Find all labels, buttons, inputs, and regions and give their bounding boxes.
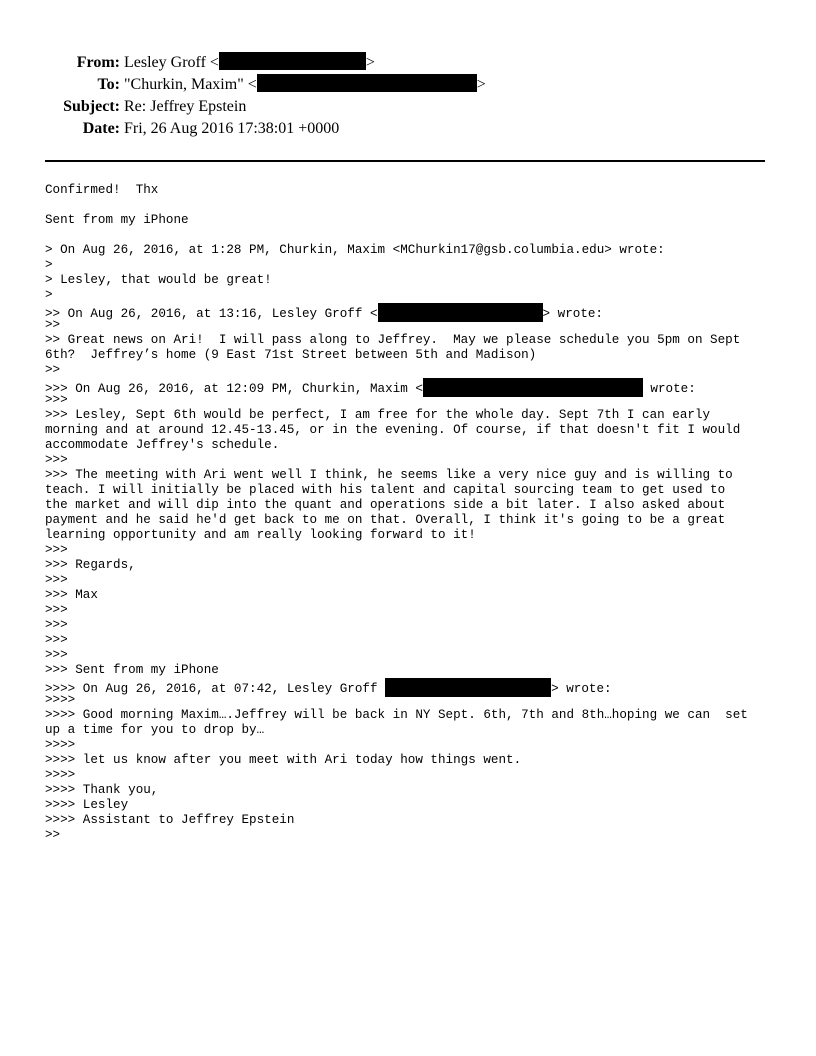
- from-close: >: [365, 54, 375, 71]
- quote-text: >> On Aug 26, 2016, at 13:16, Lesley Groff <: [45, 307, 378, 321]
- body-line: >>>>: [45, 738, 76, 752]
- body-line: morning and at around 12.45-13.45, or in the evening. Of course, if that doesn't fit I would: [45, 423, 741, 437]
- from-label: From:: [76, 54, 120, 71]
- body-line: payment and he said he'd get back to me on that. Overall, I think it's going to be a great: [45, 513, 726, 527]
- subject-label: Subject:: [63, 98, 120, 115]
- body-line: >> Great news on Ari! I will pass along to Jeffrey. May we please schedule you 5pm on Sept: [45, 333, 741, 347]
- to-row: [0, 74, 816, 96]
- body-line: [45, 378, 785, 396]
- body-line: Sent from my iPhone: [45, 213, 189, 227]
- email-header: [0, 52, 816, 140]
- body-line: >>: [45, 828, 61, 842]
- body-line: >>>> Assistant to Jeffrey Epstein: [45, 813, 295, 827]
- body-line: >>> Sent from my iPhone: [45, 663, 219, 677]
- body-line: > On Aug 26, 2016, at 1:28 PM, Churkin, Maxim <MChurkin17@gsb.columbia.edu> wrote:: [45, 243, 665, 257]
- redaction-block: [257, 74, 477, 92]
- body-line: Confirmed! Thx: [45, 183, 159, 197]
- body-line: >>>> Good morning Maxim….Jeffrey will be back in NY Sept. 6th, 7th and 8th…hoping we can set: [45, 708, 748, 722]
- body-line: >>>: [45, 648, 68, 662]
- body-line: up a time for you to drop by…: [45, 723, 265, 737]
- body-line: >: [45, 288, 53, 302]
- body-line: 6th? Jeffrey’s home (9 East 71st Street between 5th and Madison): [45, 348, 537, 362]
- from-value: [124, 52, 375, 74]
- body-line: >>>: [45, 633, 68, 647]
- from-name: Lesley Groff <: [124, 54, 219, 71]
- email-body: [45, 183, 785, 843]
- body-line: [45, 303, 785, 321]
- redaction-block: [378, 303, 543, 322]
- from-row: [0, 52, 816, 74]
- body-line: >>: [45, 363, 61, 377]
- body-line: >>: [45, 318, 61, 332]
- redaction-block: [385, 678, 551, 697]
- body-line: >>> Regards,: [45, 558, 136, 572]
- body-line: >>>> let us know after you meet with Ari today how things went.: [45, 753, 522, 767]
- body-line: >>>: [45, 603, 68, 617]
- body-line: >>> Lesley, Sept 6th would be perfect, I am free for the whole day. Sept 7th I can early: [45, 408, 711, 422]
- redaction-block: [423, 378, 643, 397]
- date-value: Fri, 26 Aug 2016 17:38:01 +0000: [124, 120, 340, 137]
- to-value: [124, 74, 486, 96]
- body-line: >>>>: [45, 768, 76, 782]
- body-line: >>>: [45, 453, 68, 467]
- subject-value: Re: Jeffrey Epstein: [124, 98, 247, 115]
- header-divider: [45, 160, 765, 162]
- body-line: >>>: [45, 543, 68, 557]
- body-line: >>>: [45, 618, 68, 632]
- quote-text: >>>> On Aug 26, 2016, at 07:42, Lesley Groff: [45, 682, 386, 696]
- quote-text: wrote:: [642, 382, 696, 396]
- to-close: >: [476, 76, 486, 93]
- body-line: >>>>: [45, 693, 76, 707]
- body-line: learning opportunity and am really looking forward to it!: [45, 528, 476, 542]
- quote-text: > wrote:: [542, 307, 603, 321]
- body-line: teach. I will initially be placed with his talent and capital sourcing team to get used to: [45, 483, 726, 497]
- body-line: >>> The meeting with Ari went well I think, he seems like a very nice guy and is willing to: [45, 468, 733, 482]
- body-line: the market and will dip into the quant and operations side a bit later. I also asked about: [45, 498, 726, 512]
- body-line: >: [45, 258, 53, 272]
- body-line: >>>: [45, 393, 68, 407]
- blank-line: [45, 198, 785, 213]
- body-line: >>>> Lesley: [45, 798, 129, 812]
- blank-line: [45, 228, 785, 243]
- date-row: [0, 118, 816, 140]
- body-line: [45, 678, 785, 696]
- body-line: accommodate Jeffrey's schedule.: [45, 438, 280, 452]
- body-line: > Lesley, that would be great!: [45, 273, 272, 287]
- quote-text: >>> On Aug 26, 2016, at 12:09 PM, Churkin, Maxim <: [45, 382, 423, 396]
- redaction-block: [219, 52, 366, 70]
- body-line: >>>: [45, 573, 68, 587]
- to-label: To:: [97, 76, 120, 93]
- subject-row: [0, 96, 816, 118]
- body-line: >>> Max: [45, 588, 98, 602]
- quote-text: > wrote:: [551, 682, 612, 696]
- date-label: Date:: [82, 120, 120, 137]
- body-line: >>>> Thank you,: [45, 783, 159, 797]
- to-name: "Churkin, Maxim" <: [124, 76, 257, 93]
